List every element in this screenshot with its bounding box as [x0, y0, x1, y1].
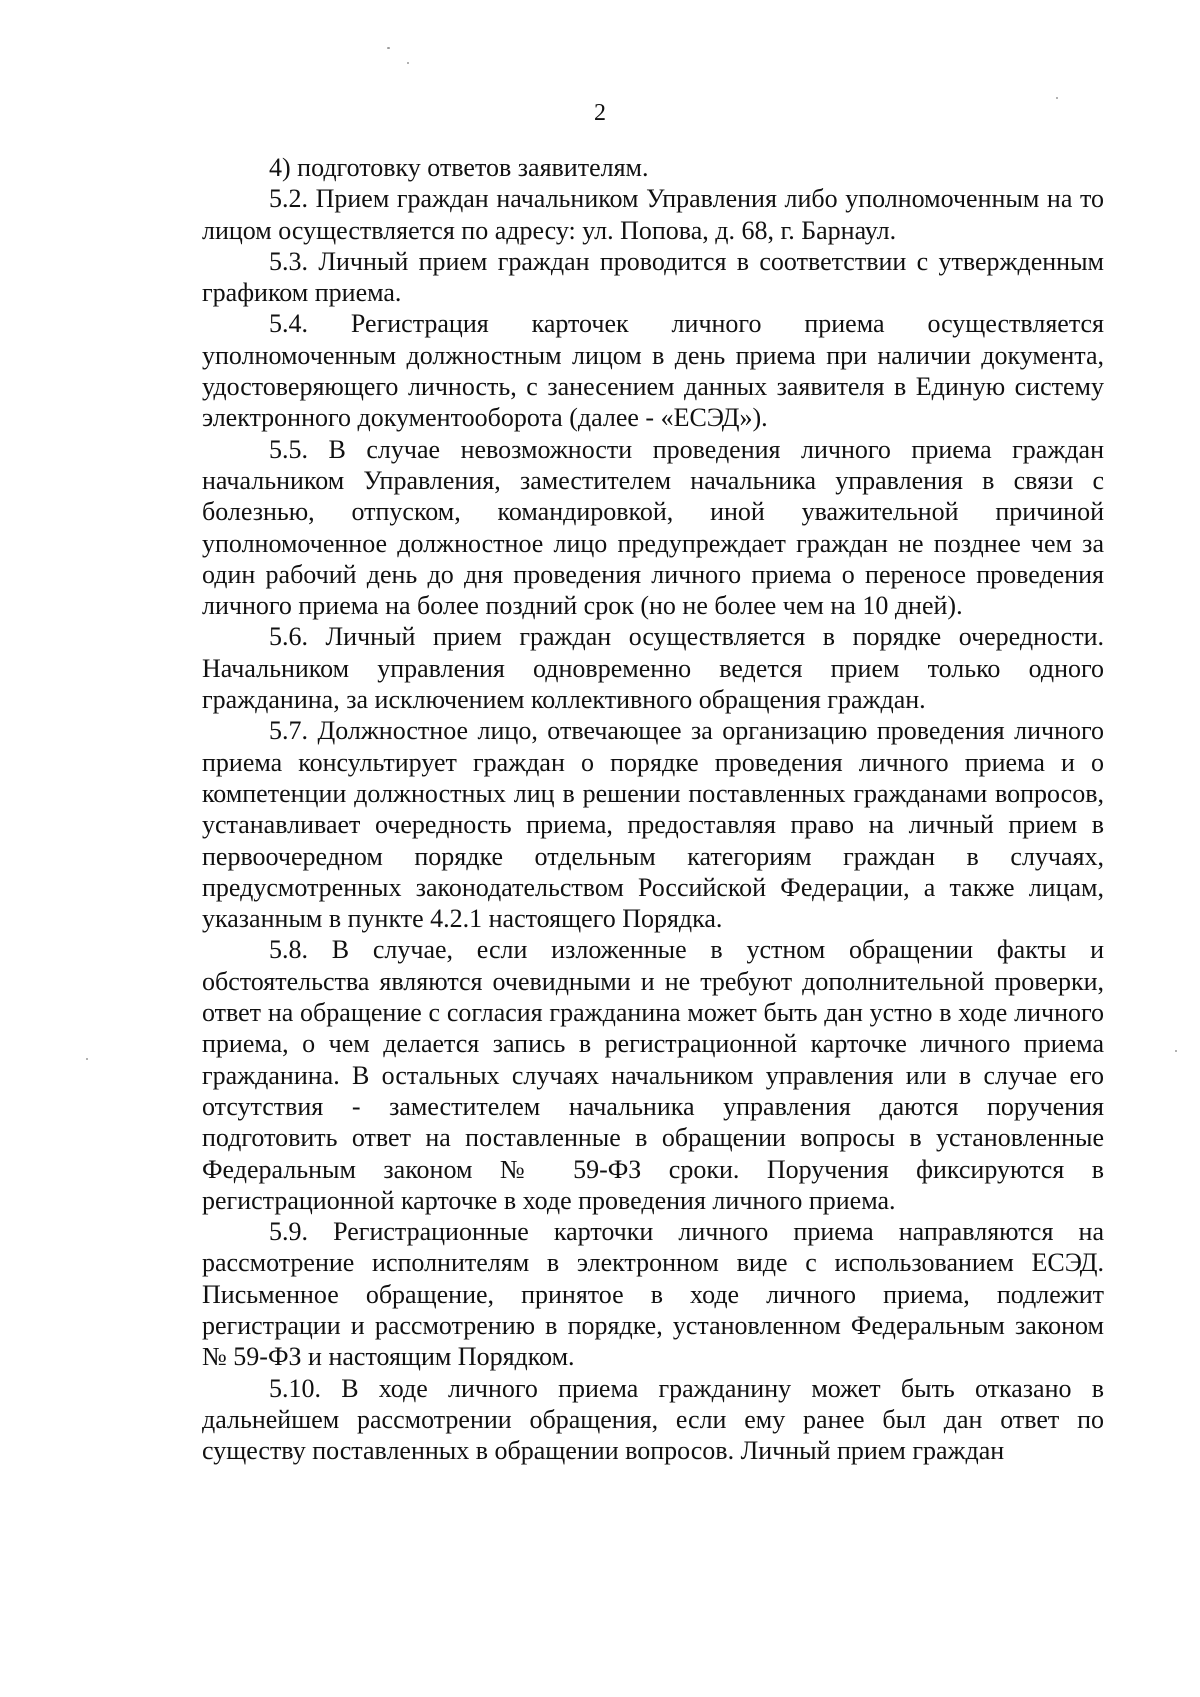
paragraph-5-2: 5.2. Прием граждан начальником Управления либо уполномоченным на то лицом осуществляется по адресу: ул. Попова, д. 68, г. Барнаул. — [202, 184, 1104, 245]
paragraph-5-9: 5.9. Регистрационные карточки личного приема направляются на рассмотрение исполнителям в электронном виде с использованием ЕСЭД. Письменное обращение, принятое в ходе личного приема, подлежит регистрации и рассмотрению в порядке, установленном Федеральным законом № 59-ФЗ и настоящим Порядком. — [202, 1217, 1104, 1372]
scan-speck — [407, 62, 409, 64]
paragraph-5-7: 5.7. Должностное лицо, отвечающее за организацию проведения личного приема консультирует граждан о порядке проведения личного приема и о компетенции должностных лиц в решении поставленных гражданами вопросов, устанавливает очередность приема, предоставляя право на личный прием в первоочередном порядке отдельным категориям граждан в случаях, предусмотренных законодательством Российской Федерации, а также лицам, указанным в пункте 4.2.1 настоящего Порядка. — [202, 716, 1104, 934]
page-number: 2 — [594, 100, 606, 126]
paragraph-5-6: 5.6. Личный прием граждан осуществляется в порядке очередности. Начальником управления одновременно ведется прием только одного гражданина, за исключением коллективного обращения граждан. — [202, 622, 1104, 715]
paragraph-5-4: 5.4. Регистрация карточек личного приема осуществляется уполномоченным должностным лицом в день приема при наличии документа, удостоверяющего личность, с занесением данных заявителя в Единую систему электронного документооборота (далее - «ЕСЭД»). — [202, 309, 1104, 433]
scan-speck — [1056, 97, 1058, 99]
paragraph-5-10: 5.10. В ходе личного приема гражданину может быть отказано в дальнейшем рассмотрении обращения, если ему ранее был дан ответ по существу поставленных в обращении вопросов. Личный прием граждан — [202, 1373, 1104, 1466]
paragraph-5-8: 5.8. В случае, если изложенные в устном обращении факты и обстоятельства являются очевидными и не требуют дополнительной проверки, ответ на обращение с согласия гражданина может быть дан устно в ходе личного приема, о чем делается запись в регистрационной карточке личного приема гражданина. В остальных случаях начальником управления или в случае его отсутствия - заместителем начальника управления даются поручения подготовить ответ на поставленные в обращении вопросы в установленные Федеральным законом № 59-ФЗ сроки. Поручения фиксируются в регистрационной карточке в ходе проведения личного приема. — [202, 935, 1104, 1215]
paragraph-5-5: 5.5. В случае невозможности проведения личного приема граждан начальником Управления, заместителем начальника управления в связи с болезнью, отпуском, командировкой, иной уважительной причиной уполномоченное должностное лицо предупреждает граждан не позднее чем за один рабочий день до дня проведения личного приема о переносе проведения личного приема на более поздний срок (но не более чем на 10 дней). — [202, 434, 1104, 621]
paragraph-item-4: 4) подготовку ответов заявителям. — [269, 153, 649, 182]
document-body — [202, 152, 1104, 1466]
scan-speck — [86, 1058, 88, 1060]
scan-speck — [387, 47, 390, 49]
paragraph-5-3: 5.3. Личный прием граждан проводится в соответствии с утвержденным графиком приема. — [202, 246, 1104, 308]
scan-speck — [1175, 1050, 1177, 1052]
